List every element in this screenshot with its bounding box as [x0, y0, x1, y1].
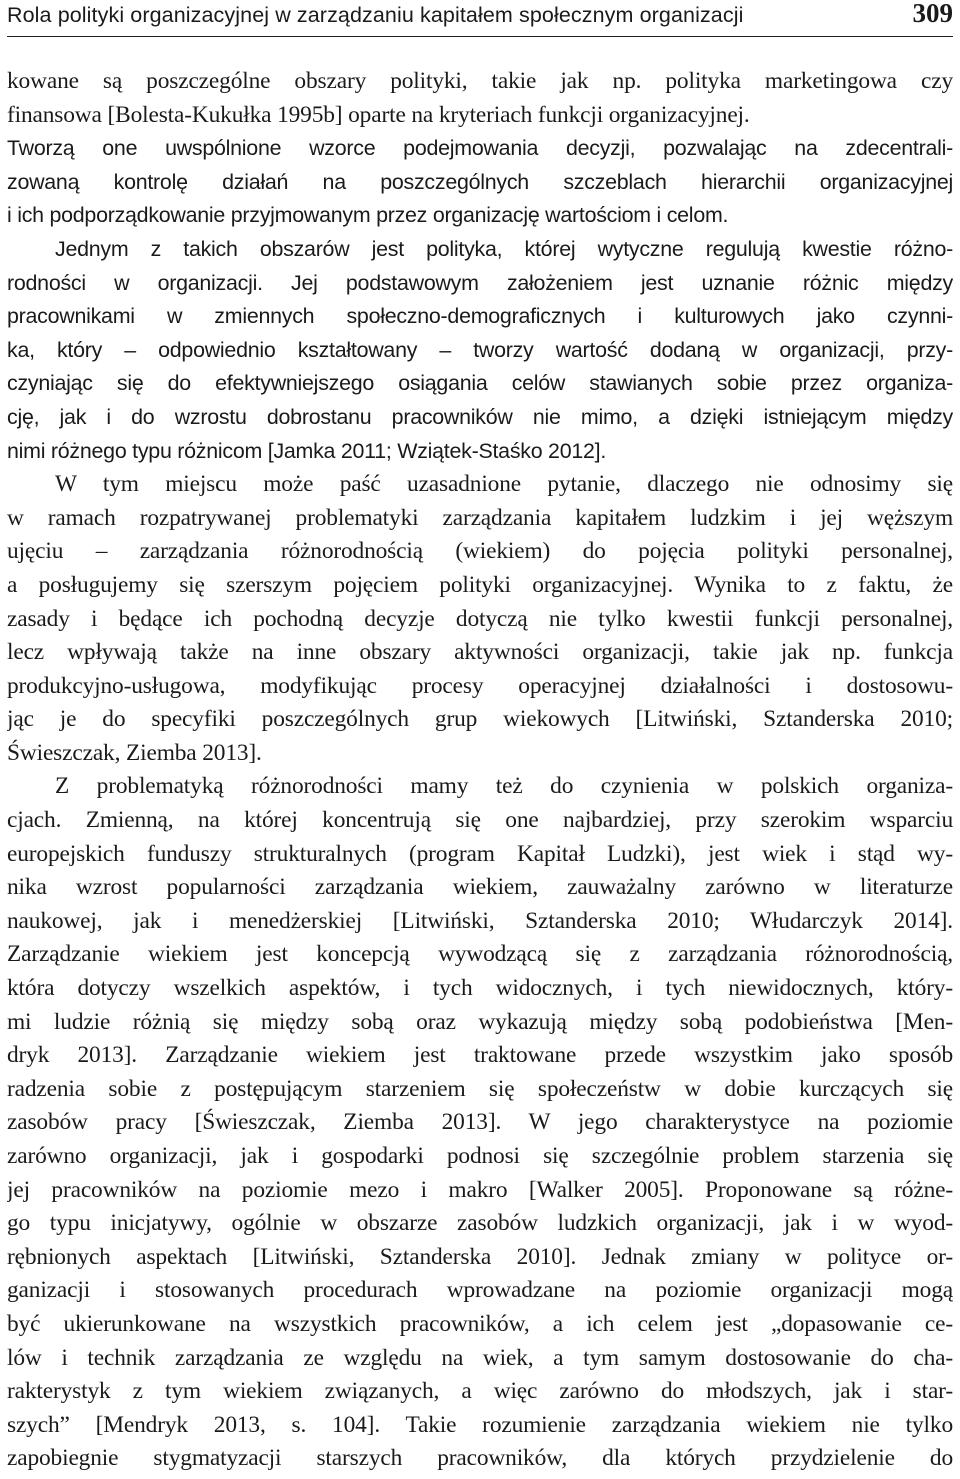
text-line: cjach. Zmienną, na której koncentrują się one najbardziej, przy szerokim wsparciu — [7, 807, 953, 834]
text-line: produkcyjno-usługowa, modyfikując procesy operacyjnej działalności i dostosowu- — [7, 672, 953, 699]
text-line: cję, jak i do wzrostu dobrostanu pracowników nie mimo, a dzięki istniejącym między — [7, 404, 953, 429]
paragraph — [7, 468, 953, 770]
text-line: radzenia sobie z postępującym starzeniem się społeczeństw w dobie kurczących się — [7, 1075, 953, 1102]
text-line: ka, który – odpowiednio kształtowany – tworzy wartość dodaną w organizacji, przy- — [7, 337, 953, 362]
text-line: europejskich funduszy strukturalnych (program Kapitał Ludzki), jest wiek i stąd wy- — [7, 840, 953, 867]
text-line: Tworzą one uwspólnione wzorce podejmowania decyzji, pozwalając na zdecentrali- — [7, 136, 953, 161]
text-line: mi ludzie różnią się między sobą oraz wykazują między sobą podobieństwa [Men- — [7, 1008, 953, 1035]
text-line: w ramach rozpatrywanej problematyki zarządzania kapitałem ludzkim i jej węższym — [7, 504, 953, 531]
running-title: Rola polityki organizacyjnej w zarządzaniu kapitałem społecznym organizacji — [7, 3, 744, 27]
text-line: która dotyczy wszelkich aspektów, i tych widocznych, i tych niewidocznych, który- — [7, 975, 953, 1002]
text-line: Świeszczak, Ziemba 2013]. — [7, 739, 262, 766]
page-number: 309 — [912, 0, 953, 28]
text-line: ganizacji i stosowanych procedurach wprowadzane na poziomie organizacji mogą — [7, 1277, 953, 1304]
text-line: naukowej, jak i menedżerskiej [Litwiński, Sztanderska 2010; Włudarczyk 2014]. — [7, 907, 953, 934]
running-header — [7, 0, 953, 37]
text-line: rakterystyk z tym wiekiem związanych, a więc zarówno do młodszych, jak i star- — [7, 1378, 953, 1405]
text-line: dryk 2013]. Zarządzanie wiekiem jest traktowane przede wszystkim jako sposób — [7, 1042, 953, 1069]
body-text — [7, 65, 953, 1476]
paragraph — [7, 770, 953, 1475]
paragraph — [7, 65, 953, 132]
text-line: zarówno organizacji, jak i gospodarki podnosi się szczególnie problem starzenia się — [7, 1143, 953, 1169]
text-line: kowane są poszczególne obszary polityki, takie jak np. polityka marketingowa czy — [7, 68, 953, 94]
text-line: i ich podporządkowanie przyjmowanym przez organizację wartościom i celom. — [7, 203, 729, 228]
text-line: go typu inicjatywy, ogólnie w obszarze zasobów ludzkich organizacji, jak i w wyod- — [7, 1210, 953, 1237]
text-line: Zarządzanie wiekiem jest koncepcją wywodzącą się z zarządzania różnorodnością, — [7, 941, 953, 968]
text-line: być ukierunkowane na wszystkich pracowników, a ich celem jest „dopasowanie ce- — [7, 1310, 953, 1337]
text-line: a posługujemy się szerszym pojęciem polityki organizacyjnej. Wynika to z faktu, że — [7, 571, 953, 598]
text-line: W tym miejscu może paść uzasadnione pytanie, dlaczego nie odnosimy się — [55, 471, 953, 498]
document-page — [7, 0, 953, 1476]
text-line: zapobiegnie stygmatyzacji starszych pracowników, dla których przydzielenie do — [7, 1445, 953, 1472]
text-line: zasobów pracy [Świeszczak, Ziemba 2013]. W jego charakterystyce na poziomie — [7, 1109, 953, 1136]
text-line: nika wzrost popularności zarządzania wiekiem, zauważalny zarówno w literaturze — [7, 874, 953, 901]
text-line: czyniając się do efektywniejszego osiągania celów stawianych sobie przez organiza- — [7, 371, 953, 396]
text-line: jąc je do specyfiki poszczególnych grup wiekowych [Litwiński, Sztanderska 2010; — [7, 706, 953, 733]
text-line: pracownikami w zmiennych społeczno-demograficznych i kulturowych jako czynni- — [7, 304, 953, 329]
paragraph — [7, 132, 953, 468]
text-line: Jednym z takich obszarów jest polityka, której wytyczne regulują kwestie różno- — [55, 236, 953, 261]
text-line: finansowa [Bolesta-Kukułka 1995b] oparte na kryteriach funkcji organizacyjnej. — [7, 101, 750, 128]
text-line: rodności w organizacji. Jej podstawowym założeniem jest uznanie różnic między — [7, 270, 953, 295]
text-line: rębnionych aspektach [Litwiński, Sztanderska 2010]. Jednak zmiany w polityce or- — [7, 1243, 953, 1270]
text-line: lów i technik zarządzania ze względu na wiek, a tym samym dostosowanie do cha- — [7, 1344, 953, 1371]
text-line: zowaną kontrolę działań na poszczególnych szczeblach hierarchii organizacyjnej — [7, 169, 953, 194]
text-line: ujęciu – zarządzania różnorodnością (wiekiem) do pojęcia polityki personalnej, — [7, 538, 953, 565]
text-line: nimi różnego typu różnicom [Jamka 2011; Wziątek-Staśko 2012]. — [7, 438, 607, 463]
text-line: Z problematyką różnorodności mamy też do czynienia w polskich organiza- — [55, 773, 953, 800]
text-line: jej pracowników na poziomie mezo i makro [Walker 2005]. Proponowane są różne- — [7, 1176, 953, 1203]
text-line: lecz wpływają także na inne obszary aktywności organizacji, takie jak np. funkcja — [7, 639, 953, 666]
text-line: szych” [Mendryk 2013, s. 104]. Takie rozumienie zarządzania wiekiem nie tylko — [7, 1411, 953, 1438]
text-line: zasady i będące ich pochodną decyzje dotyczą nie tylko kwestii funkcji personalnej, — [7, 605, 953, 632]
